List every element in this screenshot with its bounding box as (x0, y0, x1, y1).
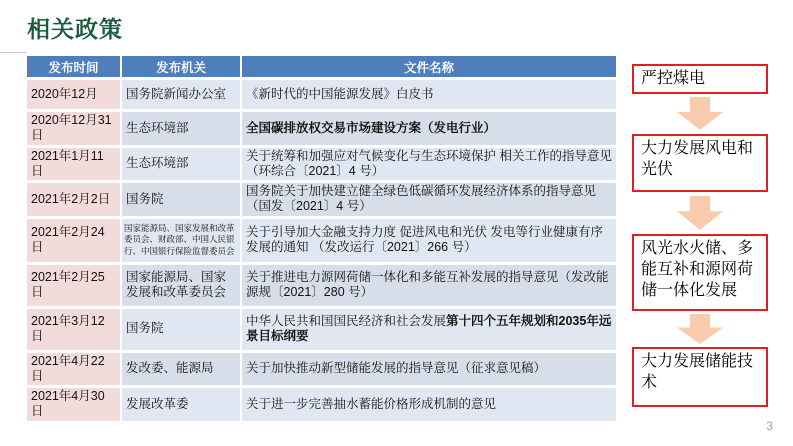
agency-cell: 国务院 (122, 183, 240, 216)
flow-box: 大力发展风电和光伏 (632, 134, 768, 192)
down-arrow-icon (677, 97, 723, 130)
date-cell: 2021年2月25日 (27, 265, 120, 306)
column-header: 文件名称 (242, 56, 616, 77)
table-row (27, 309, 616, 350)
document-title-cell: 关于进一步完善抽水蓄能价格形成机制的意见 (242, 388, 616, 421)
title-underline (0, 52, 26, 53)
page-number: 3 (766, 419, 773, 433)
agency-cell: 生态环境部 (122, 112, 240, 145)
date-cell: 2021年2月2日 (27, 183, 120, 216)
document-title-cell (242, 309, 616, 350)
policy-table (25, 53, 618, 424)
agency-cell: 发改委、能源局 (122, 353, 240, 386)
date-cell: 2021年2月24日 (27, 219, 120, 262)
date-cell: 2021年4月22日 (27, 353, 120, 386)
table-row (27, 112, 616, 145)
document-title-text: 中华人民共和国国民经济和社会发展 (246, 313, 447, 328)
table-row (27, 80, 616, 109)
agency-cell: 国家能源局、国家发展和改革委员会 (122, 265, 240, 306)
flow-box: 大力发展储能技术 (632, 347, 768, 407)
document-title-cell: 《新时代的中国能源发展》白皮书 (242, 80, 616, 109)
table-row (27, 265, 616, 306)
agency-cell: 国务院新闻办公室 (122, 80, 240, 109)
date-cell: 2021年3月12日 (27, 309, 120, 350)
document-title-cell: 关于推进电力源网荷储一体化和多能互补发展的指导意见（发改能源规〔2021〕280 号） (242, 265, 616, 306)
document-title-bold-text: 第十四个五年规划和2035年远景目标纲要 (246, 313, 612, 343)
date-cell: 2021年4月30日 (27, 388, 120, 421)
page-title: 相关政策 (27, 16, 123, 42)
document-title-cell: 全国碳排放权交易市场建设方案（发电行业） (242, 112, 616, 145)
column-header: 发布机关 (122, 56, 240, 77)
flow-box: 严控煤电 (632, 64, 768, 94)
document-title-cell: 关于统筹和加强应对气候变化与生态环境保护 相关工作的指导意见 （环综合〔2021〕4 号） (242, 148, 616, 181)
date-cell: 2020年12月 (27, 80, 120, 109)
agency-cell: 国务院 (122, 309, 240, 350)
table-header-row (27, 56, 616, 77)
table-row (27, 219, 616, 262)
agency-cell: 国家能源局、国家发展和改革委员会、财政部、中国人民银行、中国银行保险监督委员会 (122, 219, 240, 262)
column-header: 发布时间 (27, 56, 120, 77)
agency-cell: 生态环境部 (122, 148, 240, 181)
down-arrow-icon (677, 314, 723, 344)
document-title-cell: 国务院关于加快建立健全绿色低碳循环发展经济体系的指导意见 （国发〔2021〕4 号） (242, 183, 616, 216)
document-title-cell: 关于引导加大金融支持力度 促进风电和光伏 发电等行业健康有序发展的通知 （发改运行〔2021〕266 号） (242, 219, 616, 262)
table-row (27, 388, 616, 421)
date-cell: 2020年12月31日 (27, 112, 120, 145)
down-arrow-icon (677, 196, 723, 230)
table-row (27, 148, 616, 181)
table-row (27, 353, 616, 386)
table-row (27, 183, 616, 216)
flow-box: 风光水火储、多能互补和源网荷储一体化发展 (632, 234, 768, 311)
document-title-cell: 关于加快推动新型储能发展的指导意见（征求意见稿） (242, 353, 616, 386)
agency-cell: 发展改革委 (122, 388, 240, 421)
date-cell: 2021年1月11日 (27, 148, 120, 181)
